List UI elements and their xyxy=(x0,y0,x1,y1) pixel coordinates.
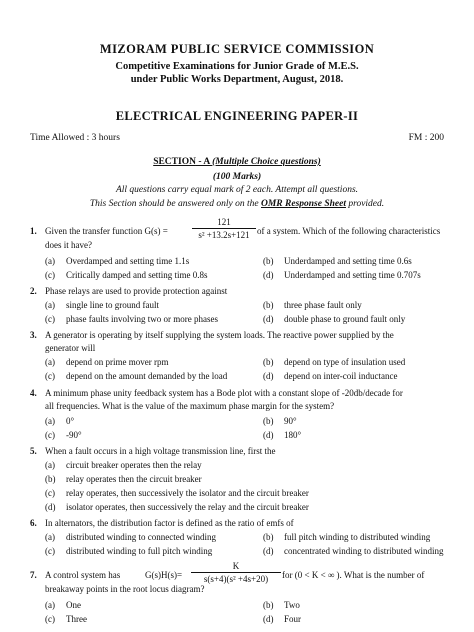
option-a[interactable] xyxy=(45,357,168,367)
question-text: When a fault occurs in a high voltage transmission line, first the xyxy=(45,446,276,456)
commission-title: MIZORAM PUBLIC SERVICE COMMISSION xyxy=(99,42,375,56)
option-label: (c) xyxy=(45,488,55,498)
option-label: (d) xyxy=(45,502,56,512)
question-text-line2: generator will xyxy=(45,343,96,353)
option-label: (d) xyxy=(263,430,274,440)
option-text: double phase to ground fault only xyxy=(284,314,406,324)
question-number: 6. xyxy=(30,518,37,528)
option-text: depend on the amount demanded by the load xyxy=(66,371,228,381)
option-c[interactable] xyxy=(45,371,227,381)
option-d[interactable] xyxy=(263,430,301,440)
question-text: Given the transfer function G(s) = xyxy=(45,226,168,236)
option-text: 180° xyxy=(284,430,302,440)
option-c[interactable] xyxy=(45,270,207,280)
option-text: relay operates, then successively the isolator and the circuit breaker xyxy=(66,488,309,498)
option-label: (a) xyxy=(45,600,55,610)
option-b[interactable] xyxy=(263,600,300,610)
option-label: (b) xyxy=(263,416,274,426)
option-text: Overdamped and setting time 1.1s xyxy=(66,256,190,266)
instruction-omr xyxy=(0,199,474,209)
instruction-omr-post: provided. xyxy=(345,199,385,209)
option-label: (a) xyxy=(45,357,55,367)
option-text: three phase fault only xyxy=(284,300,362,310)
option-text: Critically damped and setting time 0.8s xyxy=(66,270,208,280)
instruction-marks: All questions carry equal mark of 2 each. Attempt all questions. xyxy=(115,185,359,195)
option-text: depend on prime mover rpm xyxy=(66,357,169,367)
option-text: isolator operates, then successively the relay and the circuit breaker xyxy=(66,502,309,512)
question-text: A generator is operating by itself supplying the system loads. The reactive power supplied by the xyxy=(45,330,394,340)
option-text: depend on type of insulation used xyxy=(284,357,406,367)
option-text: relay operates then the circuit breaker xyxy=(66,474,202,484)
option-b[interactable] xyxy=(45,474,202,484)
option-text: distributed winding to full pitch winding xyxy=(66,546,213,556)
option-text: -90° xyxy=(66,430,82,440)
option-label: (b) xyxy=(45,474,56,484)
option-b[interactable] xyxy=(263,300,362,310)
question-text-line2: all frequencies. What is the value of the maximum phase margin for the system? xyxy=(45,401,335,411)
option-b[interactable] xyxy=(263,532,430,542)
option-label: (c) xyxy=(45,546,55,556)
option-b[interactable] xyxy=(263,357,405,367)
transfer-function-fraction xyxy=(192,217,256,240)
omr-sheet-label: OMR Response Sheet xyxy=(261,199,346,209)
option-text: Underdamped and setting time 0.6s xyxy=(284,256,412,266)
question-number: 7. xyxy=(30,570,37,580)
option-label: (d) xyxy=(263,614,274,624)
option-text: 90° xyxy=(284,416,297,426)
option-text: depend on inter-coil inductance xyxy=(284,371,398,381)
fraction-denominator: s² +13.2s+121 xyxy=(198,230,250,240)
option-a[interactable] xyxy=(45,532,216,542)
option-text: distributed winding to connected winding xyxy=(66,532,216,542)
transfer-function-lhs: G(s)H(s)= xyxy=(145,570,183,580)
question-number: 4. xyxy=(30,388,37,398)
option-c[interactable] xyxy=(45,488,309,498)
option-b[interactable] xyxy=(263,256,412,266)
option-label: (a) xyxy=(45,532,55,542)
option-c[interactable] xyxy=(45,430,82,440)
option-d[interactable] xyxy=(263,546,443,556)
option-a[interactable] xyxy=(45,600,81,610)
question-text: A minimum phase unity feedback system has a Bode plot with a constant slope of -20db/decade for xyxy=(45,388,403,398)
option-text: phase faults involving two or more phases xyxy=(66,314,218,324)
fraction-denominator: s(s+4)(s² +4s+20) xyxy=(203,574,269,584)
option-d[interactable] xyxy=(45,502,309,512)
option-text: Four xyxy=(284,614,302,624)
option-d[interactable] xyxy=(263,371,398,381)
question-number: 2. xyxy=(30,286,37,296)
exam-title-line1: Competitive Examinations for Junior Grade of M.E.S. xyxy=(115,61,359,72)
paper-title: ELECTRICAL ENGINEERING PAPER-II xyxy=(115,109,359,123)
option-text: circuit breaker operates then the relay xyxy=(66,460,202,470)
option-a[interactable] xyxy=(45,256,189,266)
option-label: (d) xyxy=(263,546,274,556)
option-text: 0° xyxy=(66,416,75,426)
section-marks: (100 Marks) xyxy=(212,172,262,182)
option-label: (c) xyxy=(45,371,55,381)
option-label: (a) xyxy=(45,416,55,426)
question-text: Phase relays are used to provide protection against xyxy=(45,286,228,296)
fraction-numerator: 121 xyxy=(217,217,231,227)
option-c[interactable] xyxy=(45,614,87,624)
option-d[interactable] xyxy=(263,614,301,624)
option-label: (a) xyxy=(45,460,55,470)
option-c[interactable] xyxy=(45,314,218,324)
transfer-function-fraction xyxy=(191,561,281,584)
option-label: (b) xyxy=(263,300,274,310)
option-text: full pitch winding to distributed winding xyxy=(284,532,431,542)
option-a[interactable] xyxy=(45,300,159,310)
option-a[interactable] xyxy=(45,460,202,470)
option-label: (d) xyxy=(263,270,274,280)
question-text: A control system has xyxy=(45,570,121,580)
option-label: (b) xyxy=(263,532,274,542)
question-text-line2: breakaway points in the root locus diagram? xyxy=(45,584,205,594)
option-d[interactable] xyxy=(263,314,405,324)
option-text: Three xyxy=(66,614,87,624)
option-text: Underdamped and setting time 0.707s xyxy=(284,270,421,280)
question-number: 3. xyxy=(30,330,37,340)
option-c[interactable] xyxy=(45,546,212,556)
question-text-line2: does it have? xyxy=(45,240,92,250)
option-label: (c) xyxy=(45,430,55,440)
option-label: (d) xyxy=(263,371,274,381)
option-label: (b) xyxy=(263,600,274,610)
instruction-omr-pre: This Section should be answered only on the xyxy=(89,199,261,209)
option-label: (b) xyxy=(263,256,274,266)
question-number: 1. xyxy=(30,226,37,236)
question-text-continued: for (0 < K < ∞ ). What is the number of xyxy=(282,570,425,580)
fraction-bar xyxy=(192,228,256,229)
full-marks: FM : 200 xyxy=(408,133,444,143)
section-heading-prefix: SECTION xyxy=(153,157,196,167)
question-text-continued: of a system. Which of the following characteristics xyxy=(257,226,441,236)
section-heading-rest: - A xyxy=(195,157,213,167)
option-text: single line to ground fault xyxy=(66,300,159,310)
option-label: (a) xyxy=(45,300,55,310)
exam-title-line2: under Public Works Department, August, 2018. xyxy=(130,74,344,85)
fraction-numerator: K xyxy=(232,561,240,571)
option-b[interactable] xyxy=(263,416,297,426)
option-text: Two xyxy=(284,600,300,610)
option-label: (a) xyxy=(45,256,55,266)
option-label: (c) xyxy=(45,614,55,624)
option-text: concentrated winding to distributed winding xyxy=(284,546,444,556)
section-heading xyxy=(0,157,474,167)
option-a[interactable] xyxy=(45,416,74,426)
option-text: One xyxy=(66,600,81,610)
option-label: (d) xyxy=(263,314,274,324)
question-text: In alternators, the distribution factor is defined as the ratio of emfs of xyxy=(45,518,294,528)
section-heading-italic: (Multiple Choice questions) xyxy=(212,157,321,167)
option-label: (c) xyxy=(45,314,55,324)
option-label: (b) xyxy=(263,357,274,367)
question-number: 5. xyxy=(30,446,37,456)
fraction-bar xyxy=(191,572,281,573)
time-allowed: Time Allowed : 3 hours xyxy=(30,133,120,143)
option-label: (c) xyxy=(45,270,55,280)
option-d[interactable] xyxy=(263,270,421,280)
